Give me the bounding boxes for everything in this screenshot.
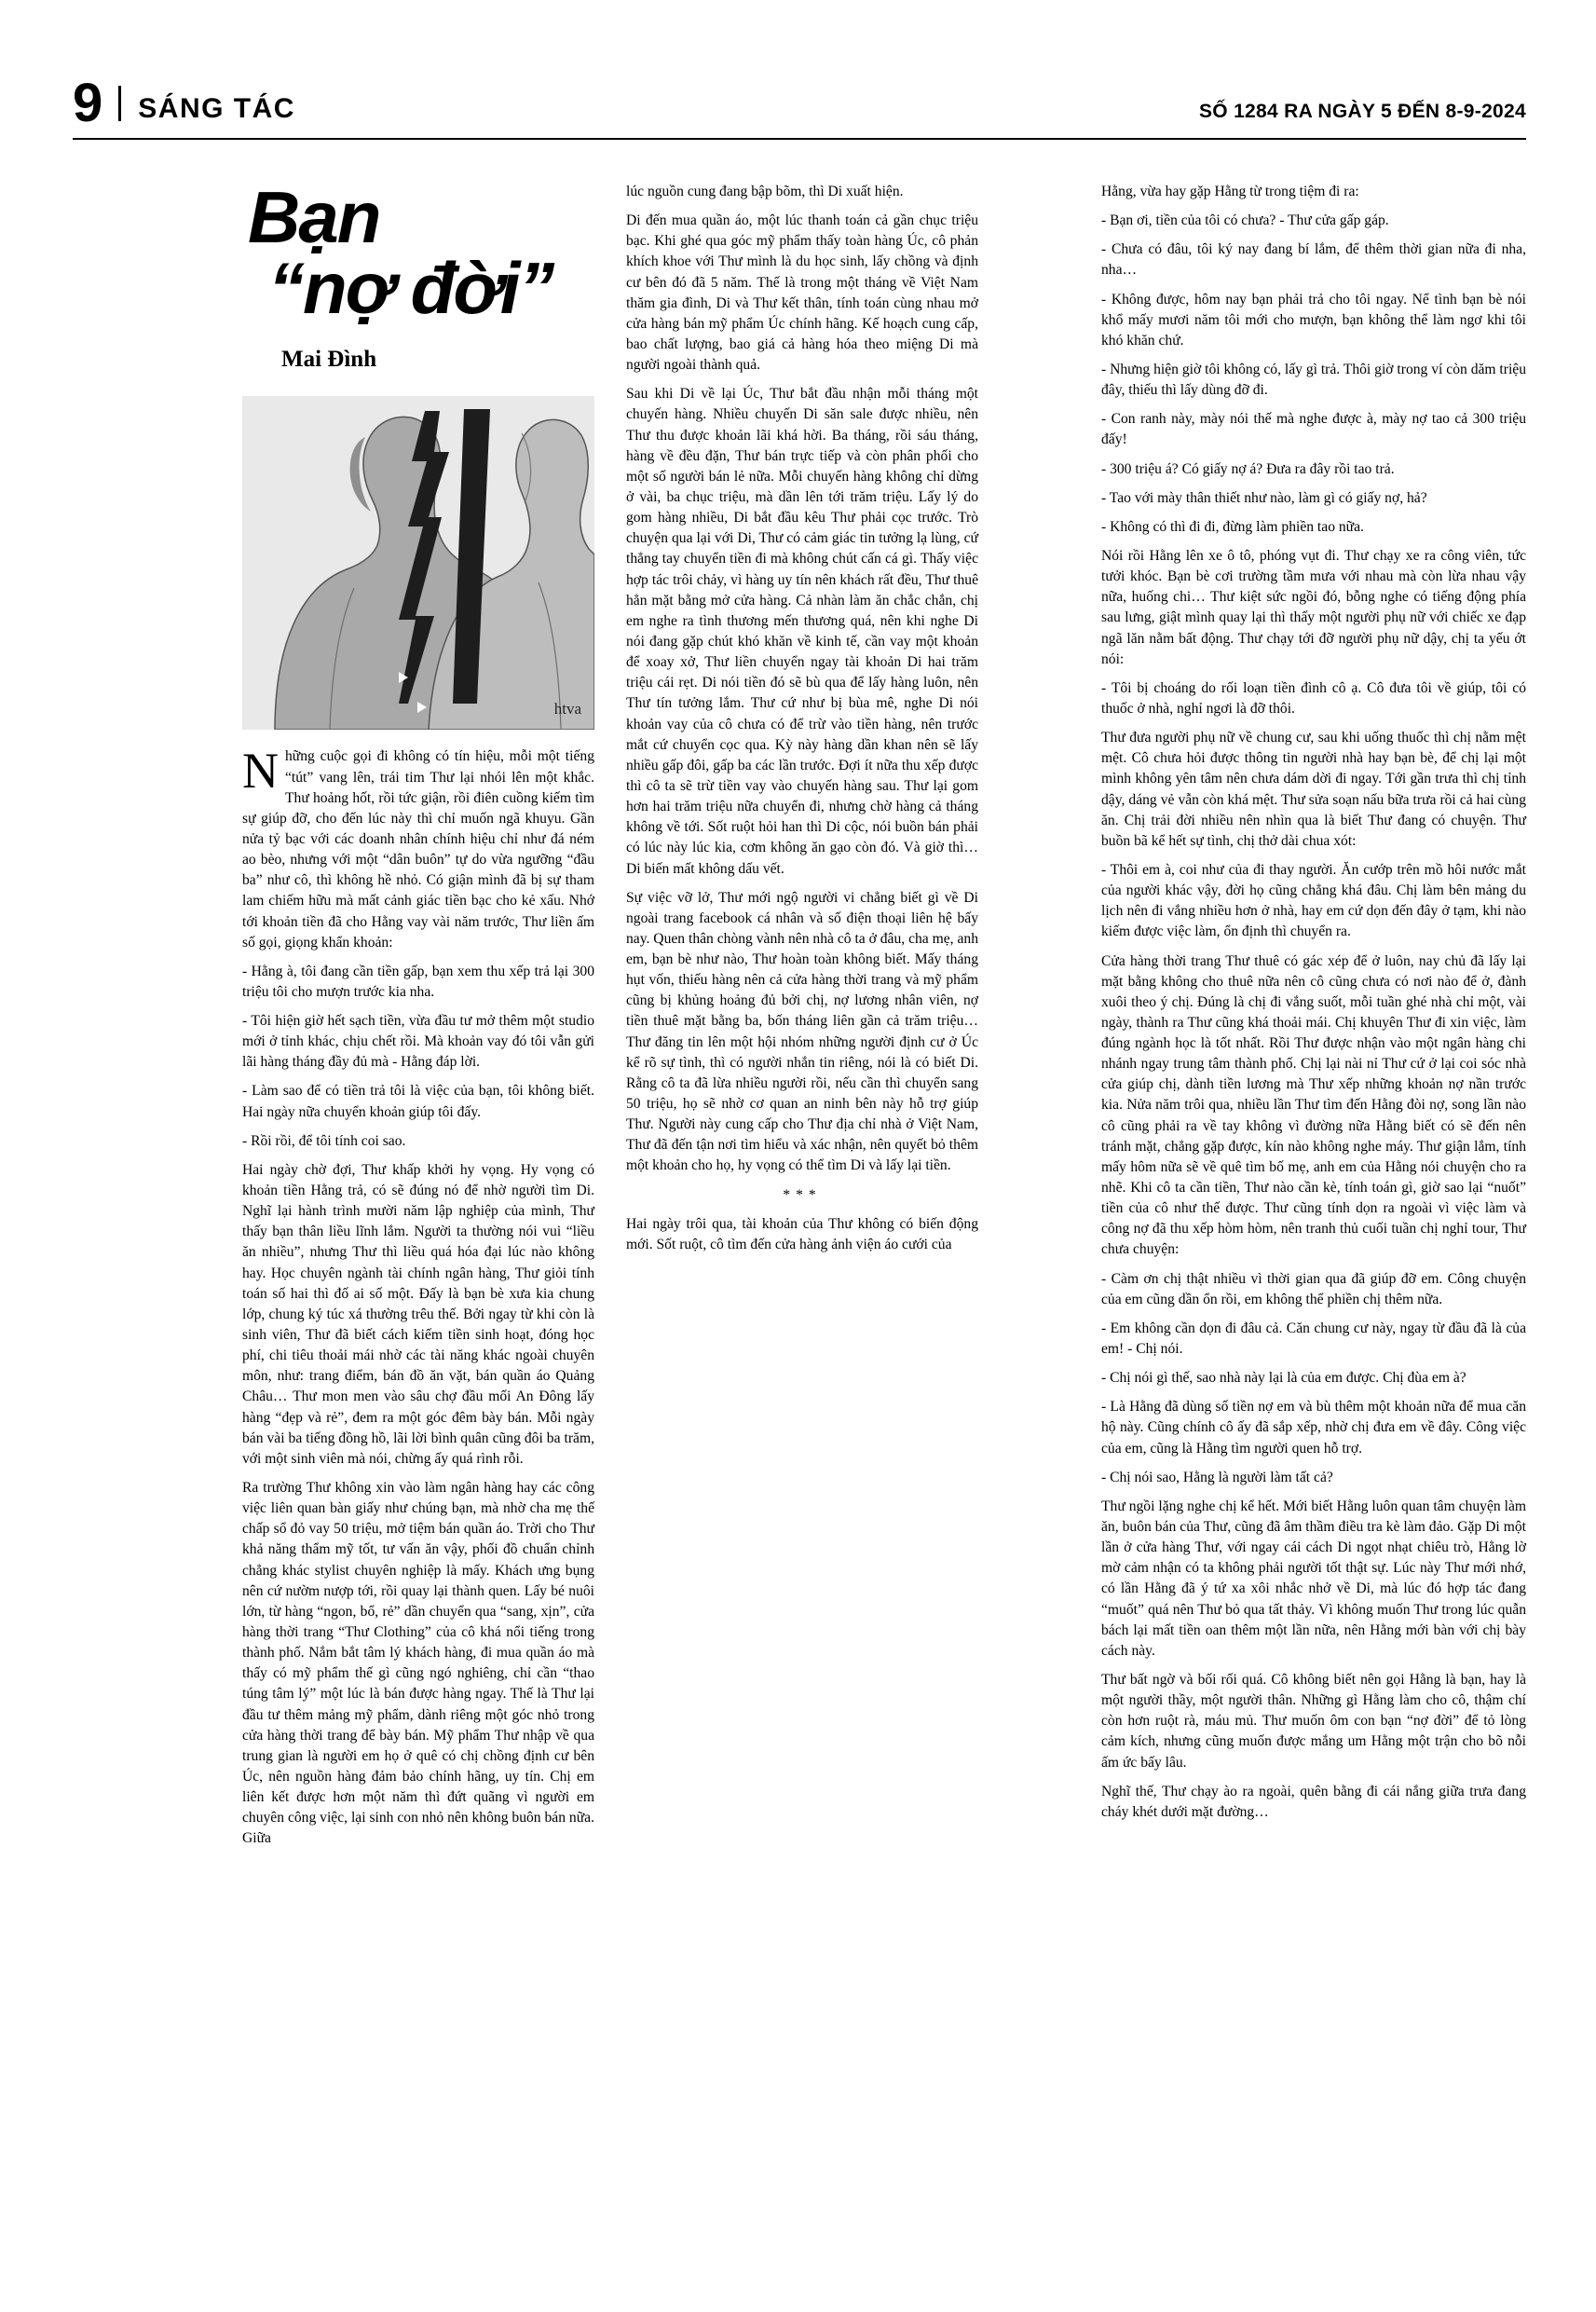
illustration-signature: htva (553, 700, 581, 718)
dialogue-paragraph: - Chị nói gì thế, sao nhà này lại là của em được. Chị đùa em à? (1101, 1370, 1466, 1387)
dialogue-paragraph: - Hằng à, tôi đang cần tiền gấp, bạn xem thu xếp trả lại 300 triệu tôi cho mượn trước kia nha. (242, 963, 594, 1000)
dialogue-paragraph: - Là Hằng đã dùng số tiền nợ em và bù thêm một khoản nữa để mua căn hộ này. Cũng chính cô ấy đã sắp xếp, nhờ chị đưa em về đây. Công việc của em, cũng là Hằng tìm người quen hỗ trợ. (1101, 1399, 1526, 1457)
dialogue-paragraph: - 300 triệu á? Có giấy nợ á? Đưa ra đây rồi tao trả. (1101, 460, 1395, 477)
article-title (242, 176, 594, 330)
dialogue-paragraph: - Càm ơn chị thật nhiều vì thời gian qua đã giúp đỡ em. Công chuyện của em cũng dần ổn rồi, em không thể phiền chị thêm nữa. (1101, 1270, 1526, 1307)
body-paragraph: Thư đưa người phụ nữ về chung cư, sau khi uống thuốc thì chị nằm mệt mệt. Cô chưa hỏi được thông tin người nhà hay bạn bè, để chị lại một mình không yên tâm nên chưa dám dời đi ngay. Tới gần trưa thì chị tỉnh dậy, dáng vẻ vẫn còn khá mệt. Thư sửa soạn nấu bữa trưa rồi cả hai cùng ăn. Chị trải đời nhiều nên nhìn qua là biết Thư đang có chuyện. Thư buồn bã kể hết sự tình, chị thở dài chua xót: (1101, 730, 1526, 849)
body-paragraph: Nói rồi Hằng lên xe ô tô, phóng vụt đi. Thư chạy xe ra công viên, tức tưởi khóc. Bạn bè cơi trường tầm mưa với nhau mà còn lừa nhau vậy nữa, huống chi… Thư kiệt sức ngồi đó, bỗng nghe có tiếng động phía sau lưng, giật mình quay lại thì thấy một người phụ nữ với chiếc xe đạp ngã lăn nằm bất động. Thư chạy tới đỡ người phụ nữ dậy, chị ta yếu ớt nói: (1101, 547, 1526, 667)
header-rule (73, 138, 1526, 140)
article-title-line-1: Bạn (248, 176, 380, 258)
body-paragraph: Hằng, vừa hay gặp Hằng từ trong tiệm đi ra: (1101, 184, 1359, 199)
dialogue-paragraph: - Chị nói sao, Hằng là người làm tất cả? (1101, 1469, 1333, 1485)
dialogue-paragraph: - Tôi bị choáng do rối loạn tiền đình cô ạ. Cô đưa tôi về giúp, tôi có thuốc ở nhà, nghỉ ngơi là đỡ thôi. (1101, 679, 1526, 717)
paragraph-text: hững cuộc gọi đi không có tín hiệu, mỗi một tiếng “tút” vang lên, trái tim Thư lại nhói lên một khắc. Thư hoảng hốt, rồi tức giận, rồi điên cuồng kiếm tìm sự giúp đỡ, cho đến lúc này thì chỉ muốn ngã khuyu. Gần nửa tỷ bạc với các doanh nhân chính hiệu chỉ như đá ném ao bèo, nhưng với một “dân buôn” tự do vừa ngưỡng “đầu ba” như cô, thì không hề nhỏ. Có giận mình đã bị sự tham lam chiếm hữu mà mất cảnh giác tiền bạc cho kẻ xấu. Nhớ tới khoản tiền đã cho Hằng vay vài năm trước, Thư liền ấm số gọi, giọng khẩn khoản: (242, 748, 594, 951)
section-title: SÁNG TÁC (138, 93, 295, 124)
drop-cap: N (242, 743, 279, 800)
body-paragraph: Thư ngồi lặng nghe chị kể hết. Mới biết Hằng luôn quan tâm chuyện làm ăn, buôn bán của Thư, cũng đã âm thầm điều tra kè làm đảo. Gặp Di một lần ở cửa hàng Thư, với ngay cái cách Di ngọt nhạt chiêu trò, Hằng lờ mờ cảm nhận có ta không phải người tốt thật sự. Lúc này Thư mới nhớ, có lần Hằng đã ý tứ xa xôi nhắc nhở về Di, mà lúc đó hợp tác đang “muốt” quá nên Thư bỏ qua tất thảy. Vì không muốn Thư trong lúc quẫn bách lại mất tiền oan thêm một lần nữa, nên Hằng mới bàn với chị bày cách này. (1101, 1498, 1526, 1659)
page-number: 9 (73, 72, 102, 133)
body-paragraph: Di đến mua quần áo, một lúc thanh toán cả gần chục triệu bạc. Khi ghé qua góc mỹ phẩm thấy toàn hàng Úc, cô phản khích khoe với Thư mình là du học sinh, lấy chồng và định cư bên đó đã 5 năm. Thế là trong một tháng về Việt Nam thăm gia đình, Di và Thư kết thân, tính toán cùng nhau mở cửa hàng bán mỹ phẩm Úc chính hãng. Kế hoạch cung cấp, bao chất lượng, bao giá cả hàng hóa theo miệng Di mà người ngoài thành quả. (626, 212, 978, 374)
column-two (626, 182, 978, 1255)
body-paragraph (242, 743, 594, 952)
body-paragraph: Sự việc vỡ lở, Thư mới ngộ người vi chẳng biết gì về Di ngoài trang facebook cá nhân và số điện thoại liên hệ bấy nay. Quen thân chòng vành nên nhà cô ta ở đâu, cha mẹ, anh em, bạn bè như nào, Thư hoàn toàn không biết. Mấy tháng hụt vốn, thiếu hàng nên cả cửa hàng thời trang và mỹ phẩm cũng bị khủng hoảng đủ bởi chị, nợ lương nhân viên, nợ tiền thuê mặt bằng ba, bốn tháng liên gần cả trăm triệu… Thư đăng tin lên một hội nhóm những người định cư ở Úc kể rõ sự tình, thì có người nhắn tin riêng, nói là có biết Di. Rằng cô ta đã lừa nhiều người rồi, nếu cần thì chuyển sang 50 triệu, họ sẽ nhờ cơ quan an ninh bên này hỗ trợ giúp Thư. Người này cung cấp cho Thư địa chỉ nhà ở Việt Nam, Thư đã đến tận nơi tìm hiểu và xác nhận, nên quyết bỏ thêm một khoản cho họ, hy vọng có thể tìm Di và lấy lại tiền. (626, 889, 978, 1174)
masthead-left (73, 72, 295, 133)
article-title-block (242, 176, 594, 376)
body-paragraph: Hai ngày chờ đợi, Thư khấp khởi hy vọng. Hy vọng có khoản tiền Hằng trả, có sẽ đúng nó để nhờ người tìm Di. Nghĩ lại hành trình mười năm lập nghiệp của mình, Thư thấy bạn thân liều lĩnh lắm. Người ta thường nói vui “liều ăn nhiều”, nhưng Thư thì liều quá hóa đại lúc nào không hay. Học chuyên ngành tài chính ngân hàng, Thư giỏi tính toán số hai thì đố ai số một. Đấy là bạn bè xưa kia chung lớp, chung ký túc xá thường trêu thế. Bởi ngay từ khi còn là sinh viên, Thư đã biết cách kiếm tiền sinh hoạt, đóng học phí, chi tiêu thoải mái nhờ các tài năng khác ngoài chuyên môn, như: trang điểm, bán đồ ăn vặt, bán quần áo Quảng Châu… Thư mon men vào sâu chợ đầu mối An Đông lấy hàng “đẹp và rẻ”, đem ra một góc đêm bày bán. Mỗi ngày bán vài ba tiếng đồng hồ, lãi lời bình quân cũng đôi ba trăm, với một sinh viên mà nói, chừng ấy quá rình rỗi. (242, 1161, 594, 1467)
dialogue-paragraph: - Thôi em à, coi như của đi thay người. Ăn cướp trên mồ hôi nước mắt của người khác vậy, đời họ cũng chẳng khá đâu. Chị làm bên mảng du lịch nên đi vắng nhiều hơn ở nhà, hay em cứ dọn đến đây ở tạm, khi nào kiếm được việc làm, ổn định thì chuyển ra. (1101, 861, 1526, 940)
dialogue-paragraph: - Không được, hôm nay bạn phải trả cho tôi ngay. Nể tình bạn bè nói khổ mấy mươi năm tôi mới cho mượn, bạn không thể làm ngơ khi tôi khó khăn chứ. (1101, 291, 1526, 349)
dialogue-paragraph: - Bạn ơi, tiền của tôi có chưa? - Thư cửa gấp gáp. (1101, 212, 1389, 229)
dialogue-paragraph: - Nhưng hiện giờ tôi không có, lấy gì trả. Thôi giờ trong ví còn dăm triệu đây, thiếu thì lấy dùng đỡ đi. (1101, 361, 1527, 399)
dialogue-paragraph: - Làm sao để có tiền trả tôi là việc của bạn, tôi không biết. Hai ngày nữa chuyển khoản giúp tôi đấy. (242, 1083, 594, 1120)
issue-info: SỐ 1284 RA NGÀY 5 ĐẾN 8-9-2024 (1199, 101, 1526, 122)
article-author: Mai Đình (281, 346, 377, 372)
body-paragraph: lúc nguồn cung đang bập bõm, thì Di xuất hiện. (626, 184, 904, 199)
dialogue-paragraph: - Rồi rồi, để tôi tính coi sao. (242, 1132, 406, 1149)
column-one (242, 176, 594, 1850)
article-title-line-2: “nợ đời” (268, 247, 553, 330)
body-paragraph: Nghĩ thế, Thư chạy ào ra ngoài, quên bằng đi cái nắng giữa trưa đang cháy khét dưới mặt đường… (1101, 1783, 1526, 1820)
body-paragraph: Cửa hàng thời trang Thư thuê có gác xép để ở luôn, nay chủ đã lấy lại mặt bằng không cho thuê nữa nên cô cũng chưa có nơi nào để ở, đành xuôi theo ý chị. Đúng là chị đi vắng suốt, mỗi tuần ghé nhà chỉ một, vài ngày, thành ra Thư cũng khá thoải mái. Chị khuyên Thư đi xin việc, làm đúng ngành học là tốt nhất. Rồi Thư được nhận vào một ngân hàng chi nhánh ngay trung tâm thành phố. Chị lại nài nỉ Thư cứ ở lại coi sóc nhà cửa giúp chị, dành tiền lương mà Thư xếp những khoản nợ nần trước kia. Nửa năm trôi qua, nhiều lần Thư tìm đến Hằng đòi nợ, song lần nào cô cũng phải ra về tay không vì đường nữa Hằng biết có sẽ đến nên tránh mặt, chẳng gặp được, kín nào không nghe máy. Thư giận lắm, tính mấy hôm nữa sẽ về quê tìm bố mẹ, anh em của Hằng nói chuyện cho ra nhẽ. Khi cô ta cần tiền, Thư nào cần kè, tính toán gì, giờ sao lại “nuốt” tiền của cô như thế được. Thư cũng tính dọn ra ngoài vì việc làm và công nợ đã thu xếp hòm hòm, nên tranh thủ cuối tuần chị nghỉ tour, Thư chưa chuyện: (1101, 952, 1526, 1258)
dialogue-paragraph: - Tôi hiện giờ hết sạch tiền, vừa đầu tư mở thêm một studio mới ở tỉnh khác, chịu chết rồi. Mà khoản vay đó tôi vẫn gửi lãi hàng tháng đầy đủ mà - Hằng đáp lời. (242, 1013, 594, 1071)
column-three (1101, 182, 1526, 1823)
body-paragraph: Sau khi Di về lại Úc, Thư bắt đầu nhận mỗi tháng một chuyến hàng. Nhiều chuyến Di săn sale được nhiều, nên Thư thu được khoản lãi khá hời. Ba tháng, rồi sáu tháng, hàng về đều đặn, Thư bán trực tiếp và còn phân phối cho một số người bán lẻ nữa. Mỗi chuyến hàng không chỉ dừng ở vài, ba chục triệu, mà dần lên tới trăm triệu. Lấy lý do gom hàng nhiều, Di bắt đầu kêu Thư phải cọc trước. Trò chuyện qua lại với Di, Thư có cảm giác tin tưởng lạ lùng, cứ thẳng tay chuyển tiền đi mà không chút cấn cá gì. Thấy việc hợp tác trôi chảy, vì hàng uy tín nên khách rất đều, Thư thuê hẳn mặt bằng mở cửa hàng. Cả nhàn làm ăn chắc chắn, chị em nghe ra tình thương mến thương quá, nên khi nghe Di nói đang gặp chút khó khăn về kinh tế, cần vay một khoản để xoay xở, Thư liền chuyển ngay tài khoản Di hai trăm triệu cái rẹt. Di nói tiền đó sẽ bù qua để lấy hàng luôn, nên Thư tín tưởng lắm. Thư cứ như bị bùa mê, nghe Di nói khoản vay của cô chưa có để trừ vào tiền hàng, nên trước mắt cứ chuyển cọc qua. Kỳ này hàng dần khan nên sẽ lấy nhiều gấp đôi, gấp ba các lần trước. Đợi ít nữa thu xếp được thì cô ta sẽ trừ tiền vay vào chuyến hàng sau. Thư lại gom hơn hai trăm triệu nữa chuyển đi, nhưng chờ hàng cả tháng không về tới. Sốt ruột hỏi han thì Di cộc, nói buồn bán phải có lúc này lúc kia, cơm không ăn gạo còn đó. Và giờ thì… Di biến mất không dấu vết. (626, 386, 978, 877)
dialogue-paragraph: - Chưa có đâu, tôi ký nay đang bí lắm, để thêm thời gian nữa đi nha, nha… (1101, 241, 1526, 279)
body-paragraph: Thư bất ngờ và bối rối quá. Cô không biết nên gọi Hằng là bạn, hay là một người thầy, một người thân. Những gì Hằng làm cho cô, thậm chí còn hơn ruột rà, máu mủ. Thư muốn ôm con bạn “nợ đời” để tỏ lòng cảm kích, nhưng cũng muốn được mắng um Hằng một trận cho bõ nỗi ấm ức bấy lâu. (1101, 1672, 1526, 1771)
dialogue-paragraph: - Tao với mày thân thiết như nào, làm gì có giấy nợ, hả? (1101, 489, 1427, 506)
body-paragraph: Hai ngày trôi qua, tài khoản của Thư không có biến động mới. Sốt ruột, cô tìm đến cửa hàng ảnh viện áo cưới của (626, 1215, 978, 1252)
article-illustration (242, 396, 594, 730)
masthead (73, 54, 1526, 133)
section-separator: *** (783, 1186, 822, 1203)
body-paragraph: Ra trường Thư không xin vào làm ngân hàng hay các công việc liên quan bàn giấy như chúng bạn, mà nhờ cha mẹ thế chấp sổ đỏ vay 50 triệu, mở tiệm bán quần áo. Trời cho Thư khả năng thẩm mỹ tốt, tư vấn ăn vậy, phối đồ chuẩn chỉnh chẳng khác stylist chuyên nghiệp là mấy. Khách ưng bụng nên cứ nườm nượp tới, rồi quay lại thành quen. Lấy bé nuôi lớn, từ hàng “ngon, bổ, rẻ” dần chuyển qua “sang, xịn”, cửa hàng thời trang “Thư Clothing” của cô khá nổi tiếng trong thành phố. Nắm bắt tâm lý khách hàng, đi mua quần áo mà thấy có mỹ phẩm thế gì cũng ngó nghiêng, chỉ cần “thao túng tâm lý” một lúc là bán được hàng ngay. Thế là Thư lại đầu tư thêm mảng mỹ phẩm, dành riêng một góc nhỏ trong cửa hàng thời trang để bày bán. Mỹ phẩm Thư nhập về qua trung gian là người em họ ở quê có chị chồng định cư bên Úc, nên nguồn hàng đảm bảo chính hãng, uy tín. Chị em liên kết được hơn một năm thì đứt quãng vì người em chuyên công việc, lại sinh con nhỏ nên không buôn bán nữa. Giữa (242, 1480, 594, 1847)
masthead-divider (118, 86, 121, 121)
dialogue-paragraph: - Em không cần dọn đi đâu cả. Căn chung cư này, ngay từ đầu đã là của em! - Chị nói. (1101, 1320, 1526, 1358)
dialogue-paragraph: - Con ranh này, mày nói thế mà nghe được à, mày nợ tao cả 300 triệu đấy! (1101, 411, 1526, 448)
dialogue-paragraph: - Không có thì đi đi, đừng làm phiền tao nữa. (1101, 518, 1364, 535)
illustration-graphic (242, 396, 594, 730)
